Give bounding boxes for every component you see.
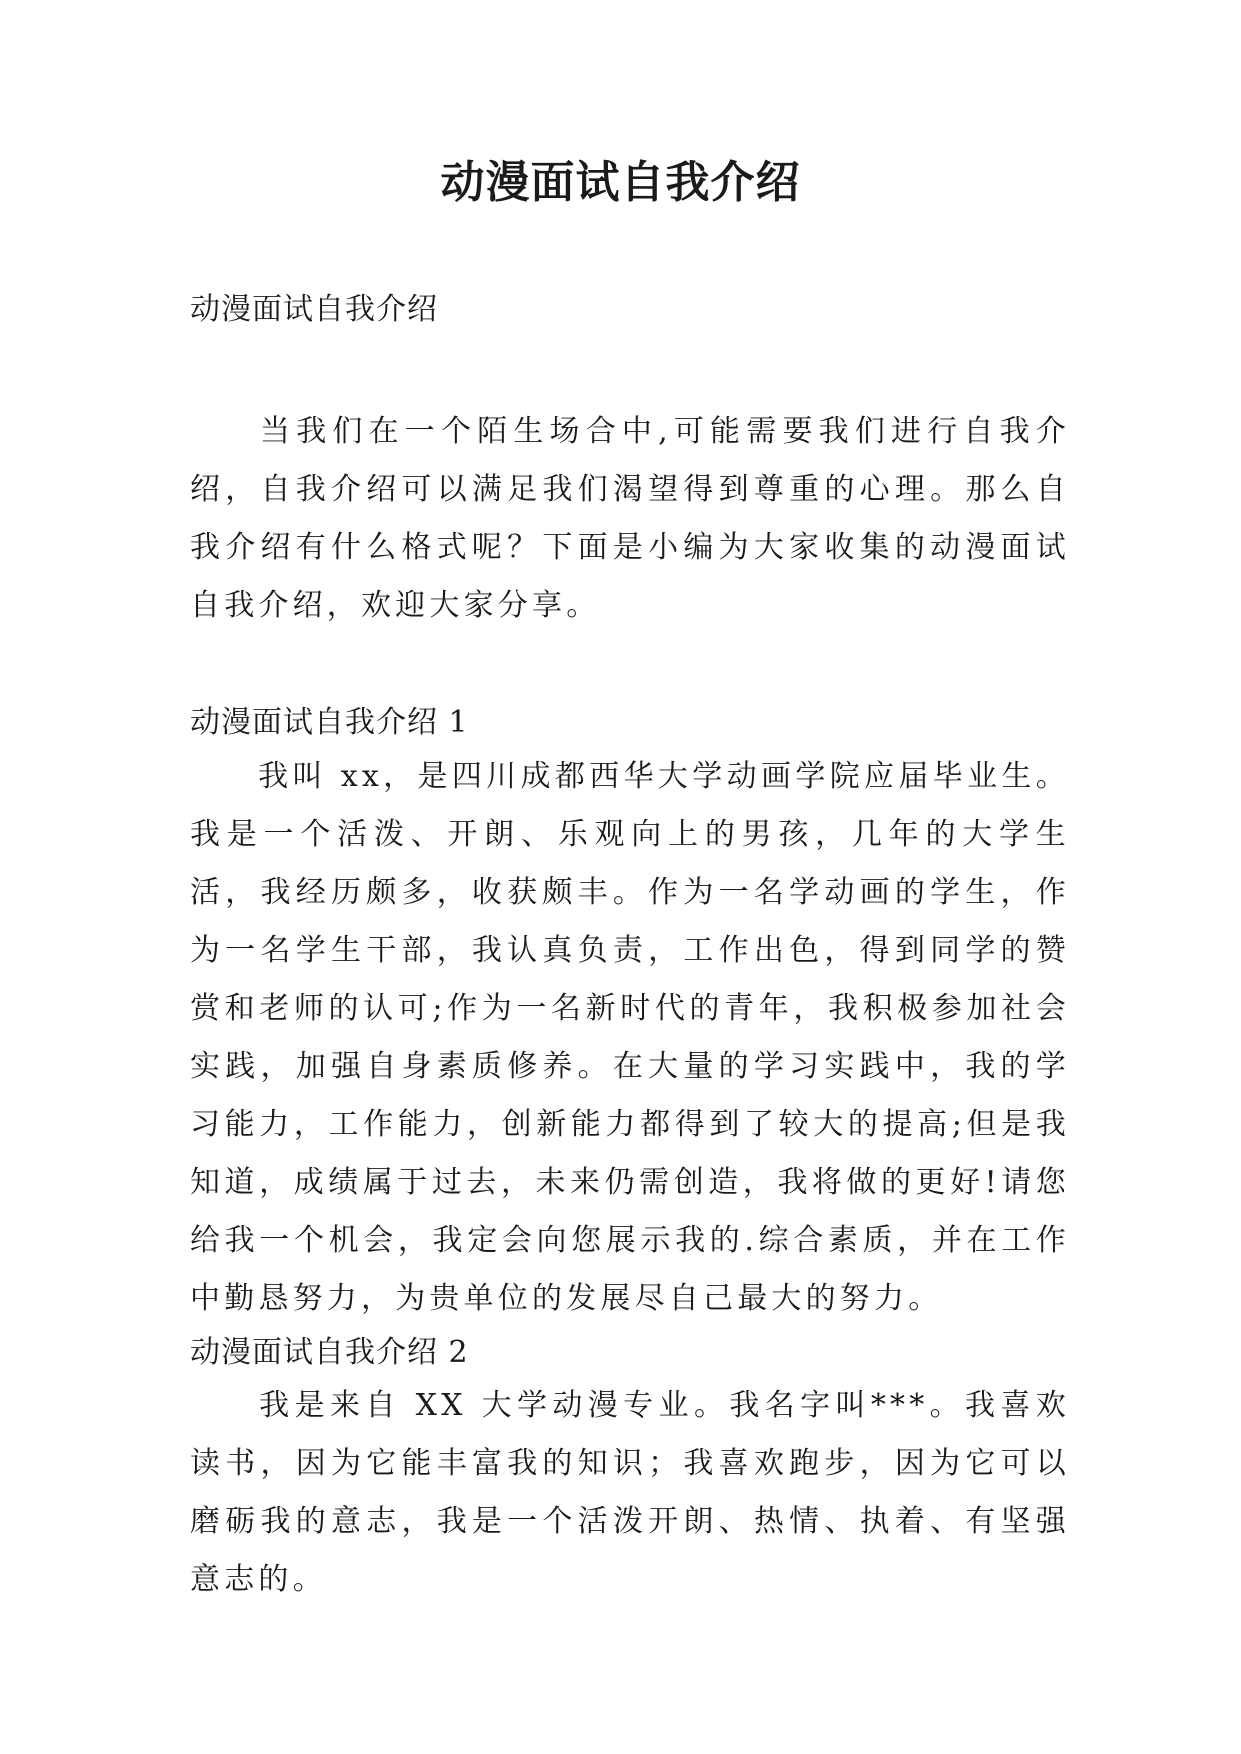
intro-paragraph	[190, 403, 1070, 635]
document-title: 动漫面试自我介绍	[440, 157, 801, 208]
intro-text: 当我们在一个陌生场合中,可能需要我们进行自我介绍，自我介绍可以满足我们渴望得到尊重的心理。那么自我介绍有什么格式呢？下面是小编为大家收集的动漫面试自我介绍，欢迎大家分享。	[190, 414, 1070, 623]
section-paragraph-1	[190, 748, 1070, 1328]
section-heading-1: 动漫面试自我介绍 1	[190, 705, 469, 740]
section-text-2: 我是来自 XX 大学动漫专业。我名字叫***。我喜欢读书，因为它能丰富我的知识；我喜欢跑步，因为它可以磨砺我的意志，我是一个活泼开朗、热情、执着、有坚强意志的。	[190, 1388, 1070, 1597]
section-paragraph-2	[190, 1377, 1070, 1609]
section-heading-2: 动漫面试自我介绍 2	[190, 1335, 469, 1370]
document-subtitle: 动漫面试自我介绍	[190, 292, 438, 327]
section-text-1: 我叫 xx，是四川成都西华大学动画学院应届毕业生。我是一个活泼、开朗、乐观向上的男孩，几年的大学生活，我经历颇多，收获颇丰。作为一名学动画的学生，作为一名学生干部，我认真负责，工作出色，得到同学的赞赏和老师的认可;作为一名新时代的青年，我积极参加社会实践，加强自身素质修养。在大量的学习实践中，我的学习能力，工作能力，创新能力都得到了较大的提高;但是我知道，成绩属于过去，未来仍需创造，我将做的更好!请您给我一个机会，我定会向您展示我的.综合素质，并在工作中勤恳努力，为贵单位的发展尽自己最大的努力。	[190, 759, 1070, 1316]
